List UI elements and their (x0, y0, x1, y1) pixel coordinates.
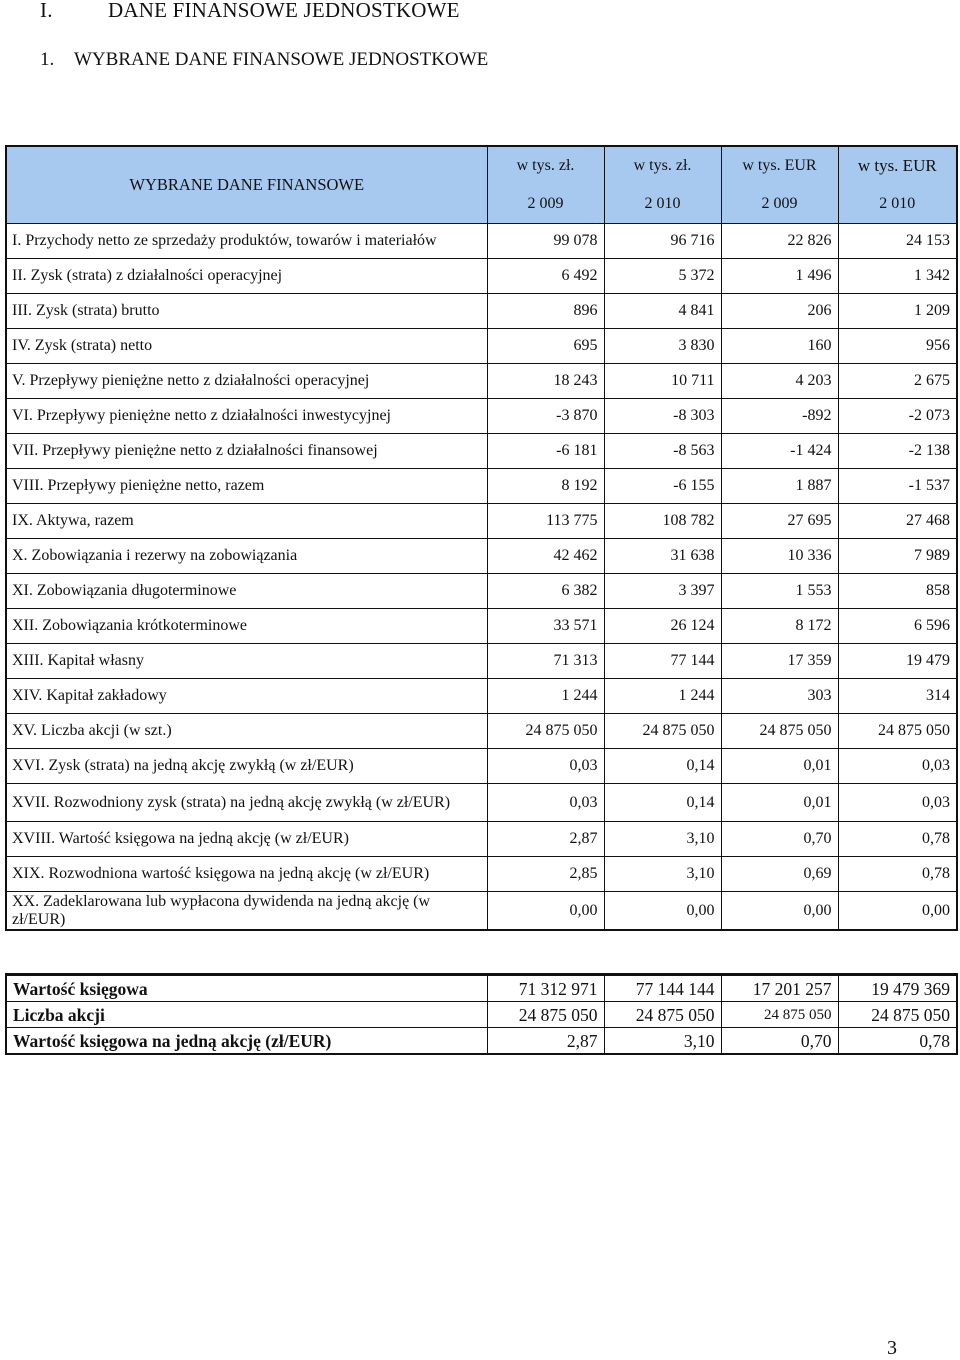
cell-value: 896 (487, 294, 604, 329)
cell-value: 858 (838, 574, 957, 609)
cell-value: -1 537 (838, 469, 957, 504)
row-label: IX. Aktywa, razem (6, 504, 487, 539)
cell-value: 0,03 (838, 784, 957, 822)
table-row (6, 574, 957, 609)
cell-value: 10 711 (604, 364, 721, 399)
column-year: 2 010 (604, 185, 721, 224)
subsection-title: WYBRANE DANE FINANSOWE JEDNOSTKOWE (74, 49, 489, 70)
cell-value: -8 303 (604, 399, 721, 434)
cell-value: -2 138 (838, 434, 957, 469)
row-label: XV. Liczba akcji (w szt.) (6, 714, 487, 749)
cell-value: -892 (721, 399, 838, 434)
cell-value: 108 782 (604, 504, 721, 539)
row-label: XX. Zadeklarowana lub wypłacona dywidenda na jedną akcję (w zł/EUR) (6, 892, 487, 931)
cell-value: 0,70 (721, 822, 838, 857)
cell-value: 27 695 (721, 504, 838, 539)
table-title: WYBRANE DANE FINANSOWE (6, 146, 487, 224)
cell-value: 303 (721, 679, 838, 714)
cell-value: -1 424 (721, 434, 838, 469)
subsection-number: 1. (40, 49, 55, 70)
table-row (6, 609, 957, 644)
cell-value: 24 875 050 (604, 714, 721, 749)
cell-value: 0,69 (721, 857, 838, 892)
cell-value: -8 563 (604, 434, 721, 469)
cell-value: 33 571 (487, 609, 604, 644)
row-label: III. Zysk (strata) brutto (6, 294, 487, 329)
summary-row (6, 1002, 957, 1028)
cell-value: -2 073 (838, 399, 957, 434)
cell-value: 8 172 (721, 609, 838, 644)
table-row (6, 364, 957, 399)
row-label: VII. Przepływy pieniężne netto z działalności finansowej (6, 434, 487, 469)
table-row (6, 539, 957, 574)
cell-value: 77 144 (604, 644, 721, 679)
column-unit: w tys. zł. (487, 146, 604, 185)
cell-value: 0,03 (487, 749, 604, 784)
cell-value: 0,14 (604, 784, 721, 822)
cell-value: 24 875 050 (838, 714, 957, 749)
cell-value: 17 359 (721, 644, 838, 679)
cell-value: 19 479 (838, 644, 957, 679)
cell-value: 695 (487, 329, 604, 364)
cell-value: 4 841 (604, 294, 721, 329)
cell-value: 99 078 (487, 224, 604, 259)
table-row (6, 784, 957, 822)
book-value-summary-table (5, 973, 958, 1055)
cell-value: 2 675 (838, 364, 957, 399)
cell-value: 1 209 (838, 294, 957, 329)
summary-label: Liczba akcji (6, 1002, 487, 1028)
column-unit: w tys. EUR (721, 146, 838, 185)
cell-value: -6 181 (487, 434, 604, 469)
section-title: DANE FINANSOWE JEDNOSTKOWE (108, 0, 460, 22)
row-label: V. Przepływy pieniężne netto z działalności operacyjnej (6, 364, 487, 399)
row-label: XI. Zobowiązania długoterminowe (6, 574, 487, 609)
summary-label: Wartość księgowa na jedną akcję (zł/EUR) (6, 1028, 487, 1055)
summary-label: Wartość księgowa (6, 975, 487, 1002)
cell-value: 0,78 (838, 822, 957, 857)
table-row (6, 679, 957, 714)
cell-value: 24 875 050 (487, 714, 604, 749)
cell-value: 24 153 (838, 224, 957, 259)
table-row (6, 892, 957, 931)
row-label: XVIII. Wartość księgowa na jedną akcję (w zł/EUR) (6, 822, 487, 857)
summary-value: 19 479 369 (838, 975, 957, 1002)
row-label: VI. Przepływy pieniężne netto z działalności inwestycyjnej (6, 399, 487, 434)
cell-value: 1 887 (721, 469, 838, 504)
column-year: 2 010 (838, 185, 957, 224)
row-label: XIX. Rozwodniona wartość księgowa na jedną akcję (w zł/EUR) (6, 857, 487, 892)
cell-value: 4 203 (721, 364, 838, 399)
table-row (6, 434, 957, 469)
cell-value: 2,85 (487, 857, 604, 892)
table-row (6, 749, 957, 784)
summary-value: 24 875 050 (838, 1002, 957, 1028)
cell-value: 18 243 (487, 364, 604, 399)
cell-value: 22 826 (721, 224, 838, 259)
column-unit: w tys. EUR (838, 146, 957, 185)
table-row (6, 857, 957, 892)
column-year: 2 009 (487, 185, 604, 224)
cell-value: 96 716 (604, 224, 721, 259)
table-row (6, 822, 957, 857)
cell-value: 6 596 (838, 609, 957, 644)
cell-value: 0,78 (838, 857, 957, 892)
cell-value: 1 244 (487, 679, 604, 714)
table-row (6, 224, 957, 259)
summary-value: 0,78 (838, 1028, 957, 1055)
cell-value: 7 989 (838, 539, 957, 574)
row-label: X. Zobowiązania i rezerwy na zobowiązania (6, 539, 487, 574)
table-row (6, 259, 957, 294)
cell-value: 42 462 (487, 539, 604, 574)
cell-value: 2,87 (487, 822, 604, 857)
summary-row (6, 975, 957, 1002)
summary-row (6, 1028, 957, 1055)
section-heading (40, 0, 460, 24)
cell-value: 6 382 (487, 574, 604, 609)
cell-value: 1 496 (721, 259, 838, 294)
table-header-row (6, 146, 957, 185)
cell-value: 8 192 (487, 469, 604, 504)
summary-value: 24 875 050 (721, 1002, 838, 1028)
summary-value: 77 144 144 (604, 975, 721, 1002)
summary-value: 71 312 971 (487, 975, 604, 1002)
row-label: XVII. Rozwodniony zysk (strata) na jedną akcję zwykłą (w zł/EUR) (6, 784, 487, 822)
cell-value: 0,00 (604, 892, 721, 931)
financial-data-table (5, 145, 958, 931)
cell-value: 0,00 (721, 892, 838, 931)
subsection-heading (40, 48, 488, 72)
cell-value: 1 553 (721, 574, 838, 609)
cell-value: 0,14 (604, 749, 721, 784)
section-number: I. (40, 0, 53, 22)
cell-value: 160 (721, 329, 838, 364)
cell-value: 31 638 (604, 539, 721, 574)
cell-value: 0,01 (721, 749, 838, 784)
table-row (6, 399, 957, 434)
summary-value: 24 875 050 (604, 1002, 721, 1028)
row-label: I. Przychody netto ze sprzedaży produktów, towarów i materiałów (6, 224, 487, 259)
row-label: XIV. Kapitał zakładowy (6, 679, 487, 714)
cell-value: 0,01 (721, 784, 838, 822)
table-row (6, 504, 957, 539)
cell-value: 956 (838, 329, 957, 364)
summary-value: 2,87 (487, 1028, 604, 1055)
summary-value: 24 875 050 (487, 1002, 604, 1028)
cell-value: 1 342 (838, 259, 957, 294)
cell-value: 26 124 (604, 609, 721, 644)
cell-value: 3 830 (604, 329, 721, 364)
cell-value: 10 336 (721, 539, 838, 574)
cell-value: 113 775 (487, 504, 604, 539)
row-label: XIII. Kapitał własny (6, 644, 487, 679)
cell-value: 314 (838, 679, 957, 714)
row-label: XII. Zobowiązania krótkoterminowe (6, 609, 487, 644)
row-label: II. Zysk (strata) z działalności operacyjnej (6, 259, 487, 294)
column-year: 2 009 (721, 185, 838, 224)
table-row (6, 469, 957, 504)
cell-value: 0,00 (838, 892, 957, 931)
cell-value: 5 372 (604, 259, 721, 294)
cell-value: 206 (721, 294, 838, 329)
row-label: VIII. Przepływy pieniężne netto, razem (6, 469, 487, 504)
cell-value: 27 468 (838, 504, 957, 539)
cell-value: 24 875 050 (721, 714, 838, 749)
page-number: 3 (887, 1337, 897, 1359)
table-row (6, 294, 957, 329)
table-row (6, 329, 957, 364)
row-label: IV. Zysk (strata) netto (6, 329, 487, 364)
summary-value: 17 201 257 (721, 975, 838, 1002)
cell-value: 0,03 (838, 749, 957, 784)
row-label: XVI. Zysk (strata) na jedną akcję zwykłą (w zł/EUR) (6, 749, 487, 784)
table-row (6, 714, 957, 749)
cell-value: -3 870 (487, 399, 604, 434)
cell-value: 3,10 (604, 857, 721, 892)
cell-value: 3,10 (604, 822, 721, 857)
cell-value: 71 313 (487, 644, 604, 679)
cell-value: 0,03 (487, 784, 604, 822)
cell-value: 1 244 (604, 679, 721, 714)
column-unit: w tys. zł. (604, 146, 721, 185)
cell-value: -6 155 (604, 469, 721, 504)
cell-value: 6 492 (487, 259, 604, 294)
table-row (6, 644, 957, 679)
summary-value: 0,70 (721, 1028, 838, 1055)
cell-value: 3 397 (604, 574, 721, 609)
summary-value: 3,10 (604, 1028, 721, 1055)
cell-value: 0,00 (487, 892, 604, 931)
